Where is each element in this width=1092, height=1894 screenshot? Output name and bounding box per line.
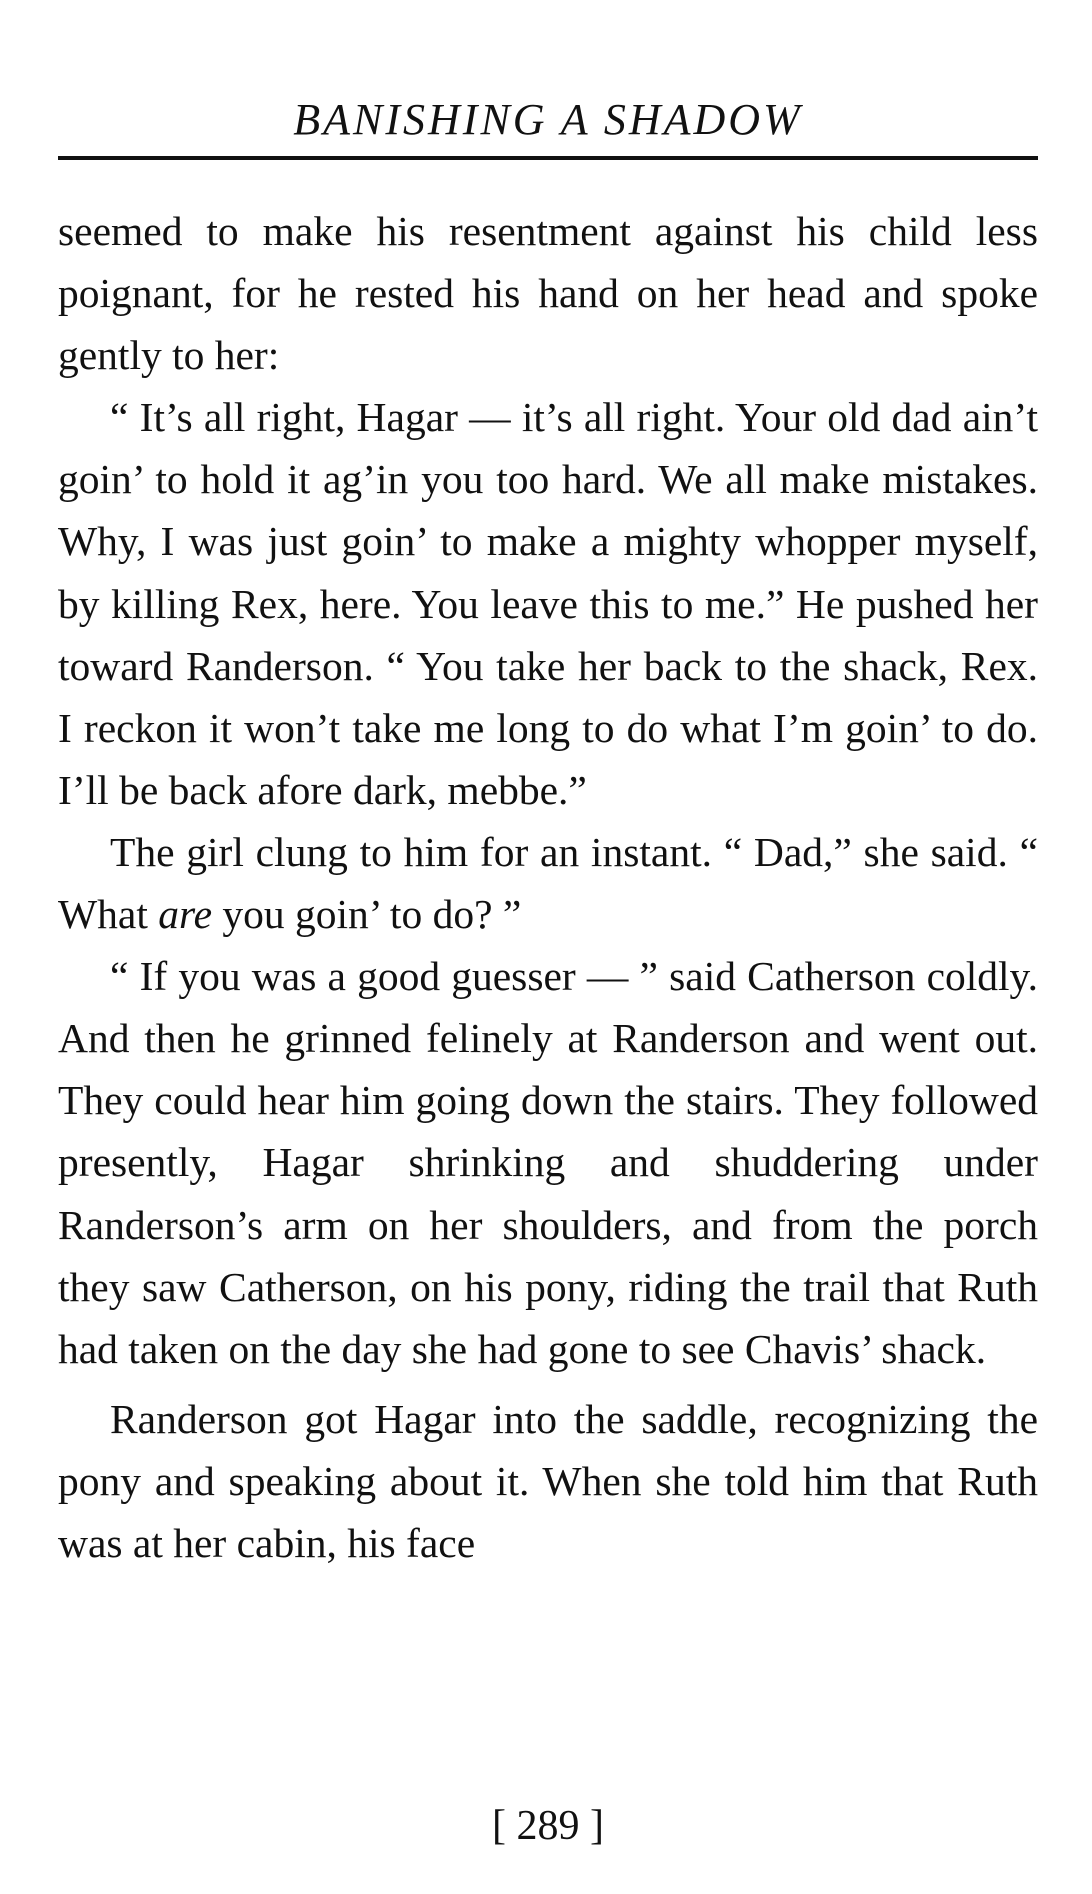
- paragraph-2: “ It’s all right, Hagar — it’s all right. Your old dad ain’t goin’ to hold it ag’in you too hard. We all make mistakes. Why, I was just goin’ to make a mighty whopper myself, by killing Rex, here. You leave this to me.” He pushed her toward Randerson. “ You take her back to the shack, Rex. I reckon it won’t take me long to do what I’m goin’ to do. I’ll be back afore dark, mebbe.”: [58, 394, 1038, 813]
- running-head: BANISHING A SHADOW: [293, 95, 803, 144]
- paragraph-1: seemed to make his resentment against his child less poignant, for he rested his hand on her head and spoke gently to her:: [58, 208, 1038, 379]
- paragraph-3-text-before: The girl clung to him for an instant. “ Dad,” she said. “ What: [58, 828, 1038, 938]
- page-number: [ 289 ]: [492, 1803, 604, 1849]
- paragraph-5: Randerson got Hagar into the saddle, recognizing the pony and speaking about it. When she told him that Ruth was at her cabin, his face: [58, 1395, 1038, 1566]
- header-rule: [58, 156, 1038, 160]
- paragraph-3-emphasis: are: [158, 891, 213, 938]
- paragraph-4: “ If you was a good guesser — ” said Catherson coldly. And then he grinned felinely at Randerson and went out. They could hear him going down the stairs. They followed presently, Hagar shrinking and shuddering under Randerson’s arm on her shoulders, and from the porch they saw Catherson, on his pony, riding the trail that Ruth had taken on the day she had gone to see Chavis’ shack.: [58, 953, 1038, 1372]
- paragraph-3-text-after: you goin’ to do? ”: [212, 891, 522, 938]
- paragraph-3: [58, 821, 1038, 945]
- body-text: [58, 200, 1038, 1574]
